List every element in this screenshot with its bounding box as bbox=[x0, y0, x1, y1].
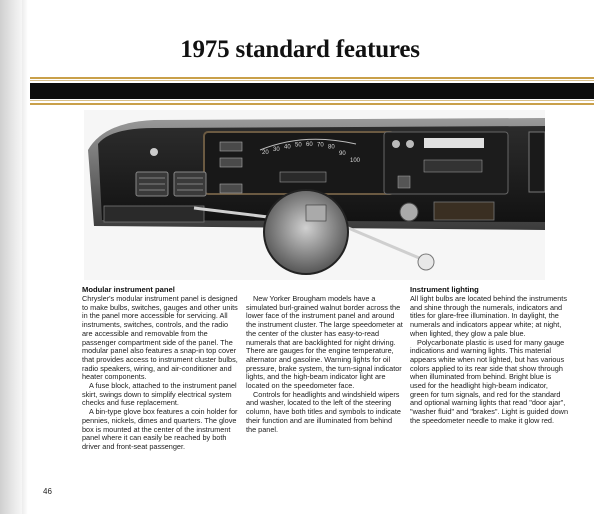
black-band bbox=[30, 83, 594, 99]
steering-wheel-hub bbox=[264, 190, 348, 274]
page-gutter-shadow bbox=[0, 0, 22, 514]
pentastar-emblem bbox=[400, 203, 418, 221]
speedometer-numeral: 60 bbox=[306, 142, 313, 148]
knob-upper-left bbox=[150, 148, 158, 156]
speedometer-numeral: 100 bbox=[350, 158, 361, 164]
switch-a bbox=[220, 142, 242, 151]
gold-rule-bottom bbox=[30, 103, 594, 105]
column-new-yorker bbox=[246, 295, 404, 434]
headlight-control-panel bbox=[104, 206, 204, 222]
speedometer-numeral: 80 bbox=[328, 144, 335, 151]
thin-rule-top bbox=[30, 80, 594, 81]
heading-modular-panel: Modular instrument panel bbox=[82, 285, 175, 294]
page-gutter-highlight bbox=[22, 0, 28, 514]
heading-instrument-lighting: Instrument lighting bbox=[410, 285, 479, 294]
paragraph: A fuse block, attached to the instrument panel skirt, swings down to simplify electrical system checks and fuse replacement. bbox=[82, 381, 237, 408]
page-number: 46 bbox=[43, 487, 52, 496]
paragraph: Controls for headlights and windshield wipers and washer, located to the left of the steering column, have both titles and symbols to indicate their function and are illuminated from behind the panel. bbox=[246, 389, 401, 434]
instrument-panel-photo bbox=[84, 110, 545, 280]
speedometer-numeral: 70 bbox=[317, 142, 324, 149]
column-instrument-lighting bbox=[410, 285, 568, 426]
radio-knob-left bbox=[392, 140, 400, 148]
radio-button bbox=[398, 176, 410, 188]
speedometer-numeral: 90 bbox=[339, 150, 346, 157]
climate-controls bbox=[424, 160, 482, 172]
thin-rule-bottom bbox=[30, 100, 594, 101]
paragraph: New Yorker Brougham models have a simulated burl-grained walnut border across the lower face of the instrument panel and around the instrument cluster. The large speedometer at the center of the cluster has easy-to-read numerals that are backlighted for night driving. There are gauges for the engine temperature, alternator and gasoline. Warning lights for oil pressure, brake system, the turn-signal indicator lights, and the high-beam indicator light are located on the speedometer face. bbox=[246, 294, 403, 391]
page-title: 1975 standard features bbox=[180, 36, 420, 63]
paragraph: All light bulbs are located behind the instruments and shine through the numerals, indicators and titles for glare-free illumination. In daylight, the numerals and indicators appear white; at night, when lighted, they glow a pale blue. bbox=[410, 294, 567, 338]
speedometer-numeral: 20 bbox=[262, 150, 269, 156]
speedometer-numeral: 50 bbox=[295, 142, 302, 149]
right-vent bbox=[529, 132, 545, 192]
glove-box bbox=[434, 202, 494, 220]
paragraph: Polycarbonate plastic is used for many gauge indications and warning lights. This material appears white when not lighted, but has various colors applied to its rear side that show through when illuminated from behind. Bright blue is used for the headlight high-beam indicator, green for turn signals, and red for the standard and optional warning lights that read "door ajar", "washer fluid" and "brakes". Light is guided down the speedometer needle to make it glow red. bbox=[410, 337, 569, 425]
column-shroud bbox=[306, 205, 326, 221]
switch-b bbox=[220, 158, 242, 167]
paragraph: Chrysler's modular instrument panel is designed to make bulbs, switches, gauges and other units in the panel more accessible for servicing. All instruments, switches, controls, and the radio are accessible and removable from the passenger compartment side of the panel. The modular panel also features a snap-in top cover that provides access to instrument cluster bulbs, radio speakers, wiring, and air-conditioner and heater components. bbox=[82, 294, 238, 382]
radio-knob-right bbox=[406, 140, 414, 148]
odometer bbox=[280, 172, 326, 182]
switch-c bbox=[220, 184, 242, 193]
gold-rule-top bbox=[30, 77, 594, 79]
radio-dial bbox=[424, 138, 484, 148]
speedometer-numeral: 30 bbox=[273, 146, 280, 153]
speedometer-numeral: 40 bbox=[284, 144, 291, 151]
column-modular-panel bbox=[82, 285, 240, 452]
paragraph: A bin-type glove box features a coin holder for pennies, nickels, dimes and quarters. The glove box is mounted at the center of the instrument panel where it can easily be reached by both driver and front-seat passenger. bbox=[82, 407, 238, 451]
gear-lever-knob bbox=[418, 254, 434, 270]
dashboard-illustration bbox=[84, 110, 545, 280]
